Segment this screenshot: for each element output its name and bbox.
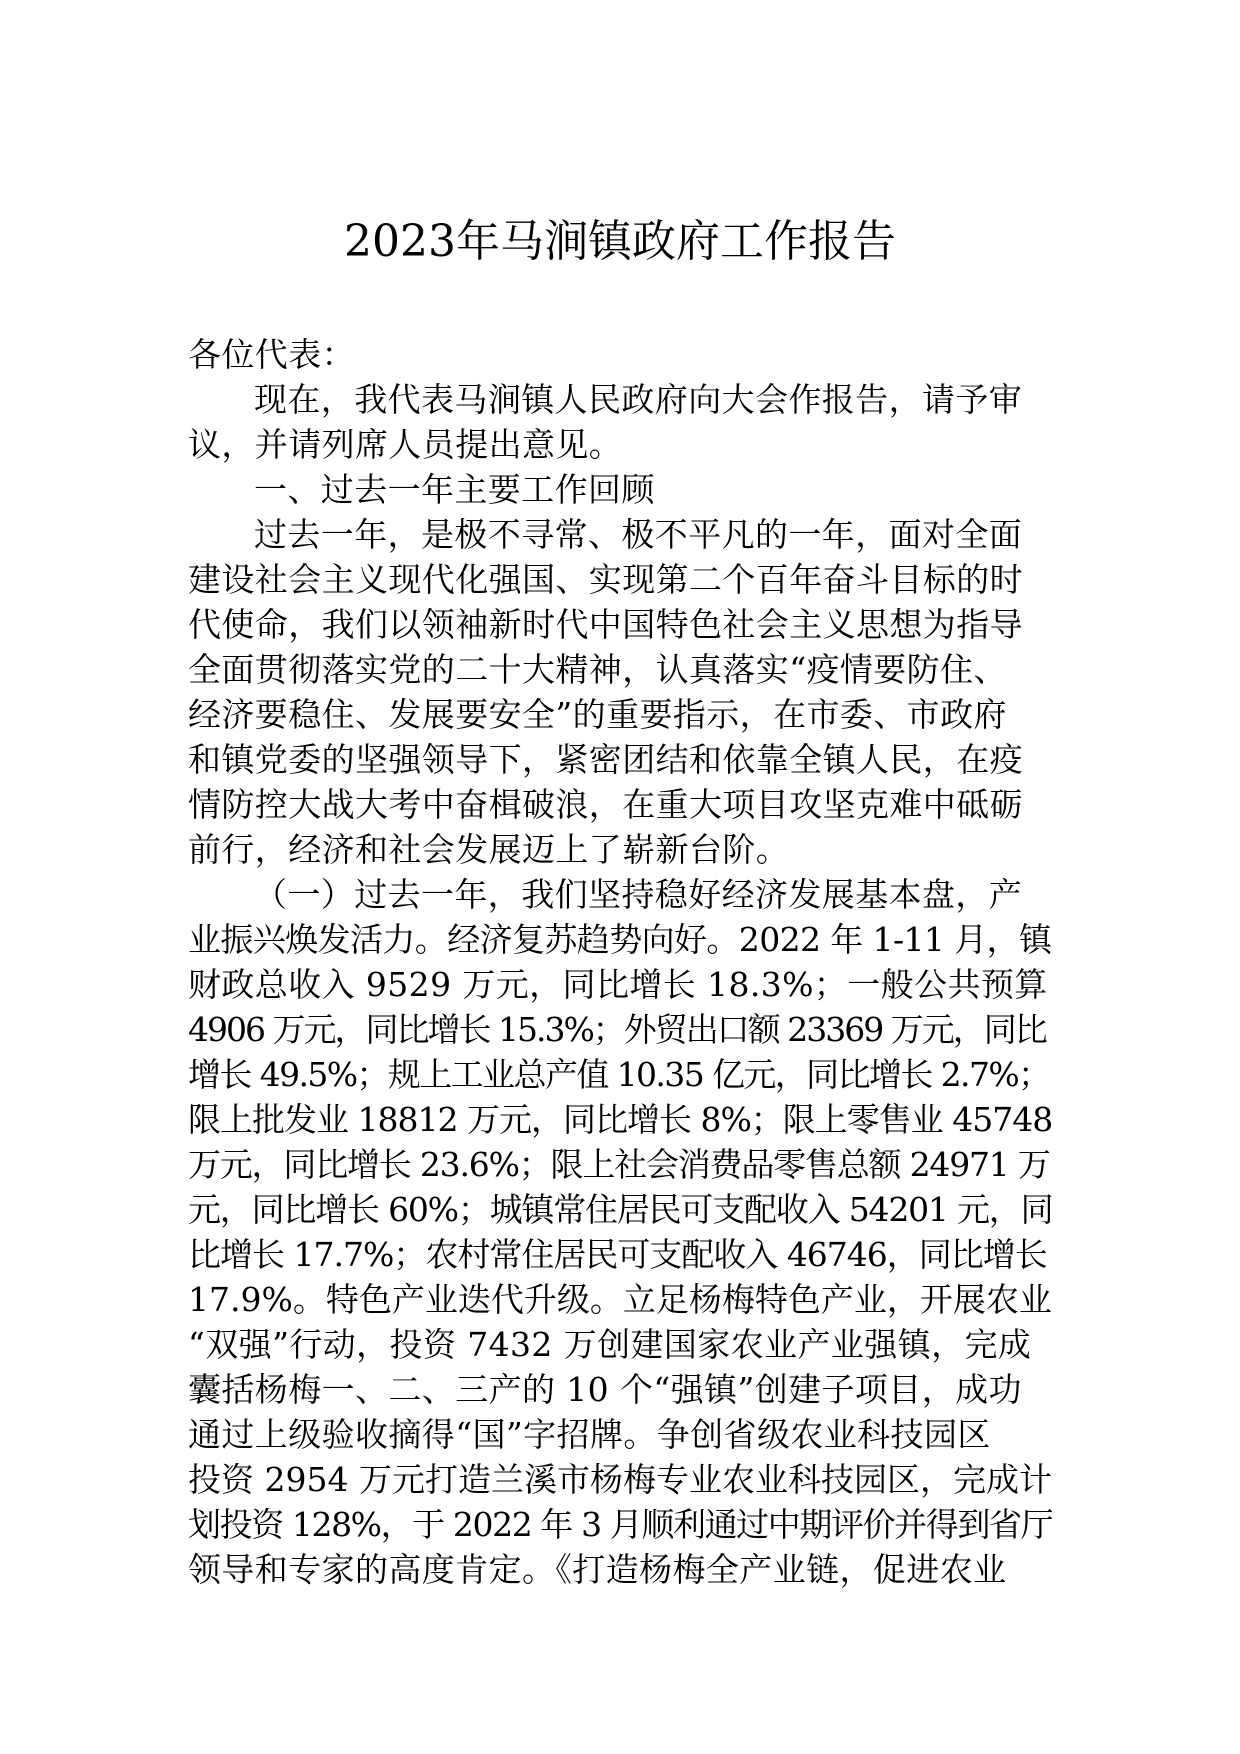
text-line: 划投资 128%，于 2022 年 3 月顺利通过中期评价并得到省厅 <box>188 1505 1052 1544</box>
text-line: 情防控大战大考中奋楫破浪，在重大项目攻坚克难中砥砺 <box>188 785 1023 824</box>
text-line: 前行，经济和社会发展迈上了崭新台阶。 <box>188 830 790 869</box>
text-line: 一、过去一年主要工作回顾 <box>254 470 655 509</box>
document-title: 2023年马涧镇政府工作报告 <box>344 216 896 267</box>
text-line: 经济要稳住、发展要安全”的重要指示，在市委、市政府 <box>188 695 1007 734</box>
text-line: 元，同比增长 60%；城镇常住居民可支配收入 54201 元，同 <box>188 1190 1052 1229</box>
text-line: 通过上级验收摘得“国”字招牌。争创省级农业科技园区 <box>188 1415 991 1454</box>
text-line: 建设社会主义现代化强国、实现第二个百年奋斗目标的时 <box>188 560 1023 599</box>
text-line: “双强”行动，投资 7432 万创建国家农业产业强镇，完成 <box>188 1325 1032 1364</box>
text-line: 增长 49.5%；规上工业总产值 10.35 亿元，同比增长 2.7%； <box>188 1055 1050 1094</box>
text-line: 过去一年，是极不寻常、极不平凡的一年，面对全面 <box>254 515 1023 554</box>
text-line: 万元，同比增长 23.6%；限上社会消费品零售总额 24971 万 <box>188 1145 1050 1184</box>
text-line: 投资 2954 万元打造兰溪市杨梅专业农业科技园区，完成计 <box>188 1460 1052 1499</box>
text-line: 代使命，我们以领袖新时代中国特色社会主义思想为指导 <box>188 605 1023 644</box>
text-line: 和镇党委的坚强领导下，紧密团结和依靠全镇人民，在疫 <box>188 740 1023 779</box>
text-line: 财政总收入 9529 万元，同比增长 18.3%；一般公共预算 <box>188 965 1048 1004</box>
text-line: 17.9%。特色产业迭代升级。立足杨梅特色产业，开展农业 <box>188 1280 1052 1319</box>
text-line: 全面贯彻落实党的二十大精神，认真落实“疫情要防住、 <box>188 650 1007 689</box>
text-line: 各位代表： <box>188 335 355 374</box>
text-line: 业振兴焕发活力。经济复苏趋势向好。2022 年 1-11 月，镇 <box>188 920 1052 959</box>
text-line: 议，并请列席人员提出意见。 <box>188 425 623 464</box>
text-line: （一）过去一年，我们坚持稳好经济发展基本盘，产 <box>254 875 1023 914</box>
text-line: 4906 万元，同比增长 15.3%；外贸出口额 23369 万元，同比 <box>188 1010 1046 1049</box>
text-line: 囊括杨梅一、二、三产的 10 个“强镇”创建子项目，成功 <box>188 1370 1022 1409</box>
text-line: 限上批发业 18812 万元，同比增长 8%；限上零售业 45748 <box>188 1100 1052 1139</box>
text-line: 领导和专家的高度肯定。《打造杨梅全产业链，促进农业 <box>188 1550 1007 1589</box>
text-line: 比增长 17.7%；农村常住居民可支配收入 46746，同比增长 <box>188 1235 1047 1274</box>
text-line: 现在，我代表马涧镇人民政府向大会作报告，请予审 <box>254 380 1023 419</box>
document-body <box>188 332 1052 1592</box>
